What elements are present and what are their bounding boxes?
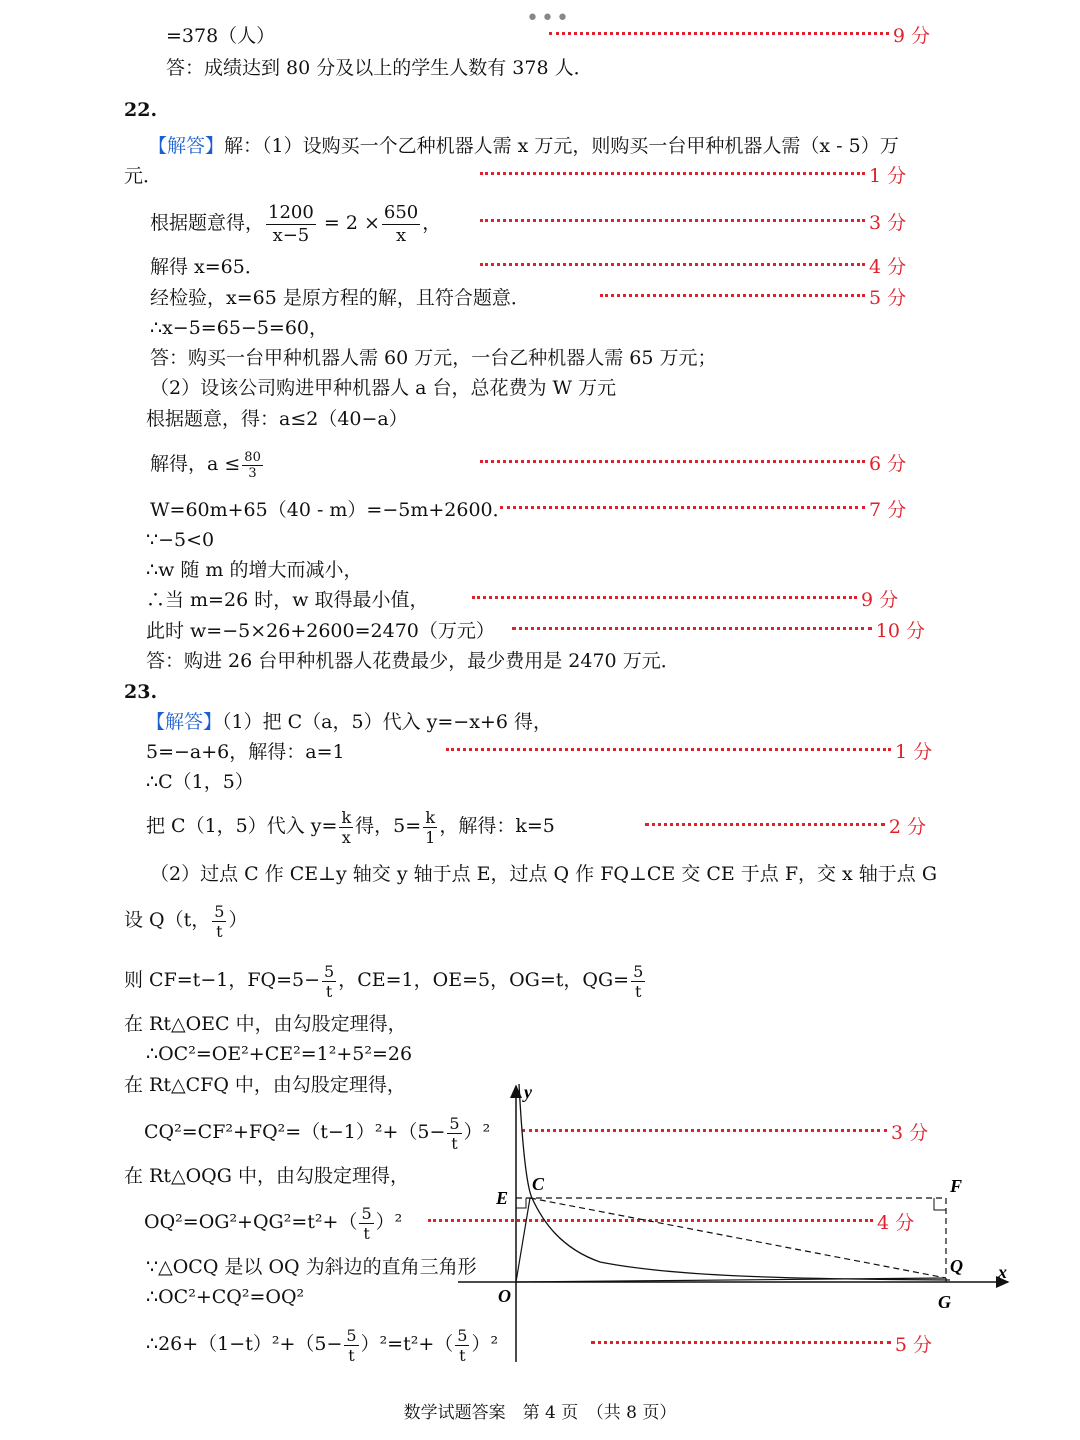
text-line: 此时 w=−5×26+2600=2470（万元） [146, 620, 495, 642]
score-marker: 9 分 [472, 588, 897, 612]
equation-line: CQ²=CF²+FQ²=（t−1）²+（5− $\frac{5}{t}$ ）² [144, 1113, 491, 1153]
text-line: 答：购买一台甲种机器人需 60 万元，一台乙种机器人需 65 万元； [150, 347, 717, 369]
score-marker: 7 分 [500, 498, 905, 522]
fraction: $\frac{5}{t}$ [457, 1325, 468, 1365]
text-line: 解得 x=65． [150, 256, 264, 278]
text-line: 【解答】解：（1）设购买一个乙种机器人需 x 万元，则购买一台甲种机器人需（x - 5）万 [148, 135, 899, 157]
label-e: E [496, 1188, 509, 1208]
text-line: 在 Rt△CFQ 中，由勾股定理得， [124, 1074, 406, 1096]
equation-line: 把 C（1，5）代入 y= $\frac{k}{x}$ 得，5= $\frac{k}{1}$ ，解得：k=5 [146, 807, 555, 847]
line-oc [516, 1198, 530, 1282]
text-line: ∵△OCQ 是以 OQ 为斜边的直角三角形 [146, 1256, 477, 1278]
score-marker: 3 分 [480, 211, 905, 235]
label-c: C [532, 1174, 545, 1194]
text-line: 经检验，x=65 是原方程的解，且符合题意． [150, 287, 530, 309]
label-q: Q [950, 1256, 963, 1276]
fraction: $\frac{5}{t}$ [214, 901, 225, 941]
text-line: ∴OC²=OE²+CE²=1²+5²=26 [146, 1043, 413, 1065]
score-marker: 1 分 [480, 164, 905, 188]
fraction: $\frac{k}{x}$ [341, 807, 352, 847]
text-line: 在 Rt△OQG 中，由勾股定理得， [124, 1165, 409, 1187]
label-g: G [938, 1292, 951, 1312]
score-marker: 6 分 [480, 452, 905, 476]
label-f: F [950, 1176, 963, 1196]
text-line: 答：成绩达到 80 分及以上的学生人数有 378 人． [166, 57, 593, 79]
text-line: ∴C（1，5） [146, 771, 254, 793]
score-marker: 4 分 [480, 255, 905, 279]
score-marker: 4 分 [428, 1211, 913, 1235]
fraction: $\frac{5}{t}$ [346, 1325, 357, 1365]
text-line: 答：购进 26 台甲种机器人花费最少，最少费用是 2470 万元． [146, 650, 680, 672]
more-options-icon[interactable]: ••• [526, 6, 571, 31]
score-marker: 9 分 [540, 24, 930, 48]
text-line: =378（人） [166, 25, 276, 47]
text-line: 元． [124, 165, 163, 187]
solution-tag: 【解答】 [148, 135, 225, 157]
fraction: $\frac{5}{t}$ [324, 961, 335, 1001]
text-line: （2）过点 C 作 CE⊥y 轴交 y 轴于点 E，过点 Q 作 FQ⊥CE 交 CE 于点 F，交 x 轴于点 G [150, 863, 938, 885]
fraction: $\frac{5}{t}$ [633, 961, 644, 1001]
right-angle-mark [516, 1198, 526, 1208]
fraction: $\frac{650}{x}$ [383, 201, 419, 246]
text-line: 5=−a+6，解得：a=1 [146, 741, 345, 763]
text-line: ∴OC²+CQ²=OQ² [146, 1286, 305, 1308]
fraction: $\frac{1200}{x-5}$ [268, 201, 314, 246]
fraction: $\frac{k}{1}$ [425, 807, 436, 847]
fraction: $\frac{80}{3}$ [244, 449, 261, 481]
question-number: 23. [124, 681, 158, 703]
fraction: $\frac{5}{t}$ [449, 1113, 460, 1153]
text-line: 在 Rt△OEC 中，由勾股定理得， [124, 1013, 407, 1035]
text-line: ∴x−5=65−5=60， [150, 317, 329, 339]
score-marker: 1 分 [446, 740, 931, 764]
label-y: y [524, 1082, 532, 1102]
text-line: ∴当 m=26 时，w 取得最小值， [146, 589, 429, 611]
equation-line: 则 CF=t−1，FQ=5− $\frac{5}{t}$ ，CE=1，OE=5，OG=t，QG= $\frac{5}{t}$ [124, 961, 644, 1001]
equation-line: OQ²=OG²+QG²=t²+（ $\frac{5}{t}$ ）² [144, 1203, 403, 1243]
text-line: W=60m+65（40 - m）=−5m+2600． [150, 499, 512, 521]
text-line: 【解答】（1）把 C（a，5）代入 y=−x+6 得， [146, 711, 552, 733]
solution-tag: 【解答】 [146, 711, 223, 733]
text-line: ∴w 随 m 的增大而减小， [146, 559, 363, 581]
fraction: $\frac{5}{t}$ [361, 1203, 372, 1243]
line-cq [530, 1198, 946, 1278]
score-marker: 3 分 [522, 1121, 927, 1145]
text-line: ∵−5<0 [146, 529, 215, 551]
score-marker: 5 分 [590, 1333, 932, 1357]
equation-line: 解得，a ≤ $\frac{80}{3}$ [150, 449, 261, 481]
label-o: O [498, 1286, 511, 1306]
right-angle-mark [934, 1198, 946, 1210]
equation-line: 设 Q（t， $\frac{5}{t}$ ） [124, 901, 248, 941]
equation-line: ∴26+（1−t）²+（5− $\frac{5}{t}$ ）²=t²+（ $\frac{5}{t}$ ）² [146, 1325, 499, 1365]
equation-line: 根据题意得， $\frac{1200}{x-5}$ = 2 × $\frac{650}{x}$ ， [150, 201, 442, 246]
coordinate-figure [450, 1080, 1030, 1370]
score-marker: 5 分 [600, 286, 905, 310]
label-x: x [998, 1262, 1007, 1282]
text-line: （2）设该公司购进甲种机器人 a 台，总花费为 W 万元 [150, 377, 617, 399]
text-line: 根据题意，得：a≤2（40−a） [146, 408, 408, 430]
page-footer: 数学试题答案 第 4 页 （共 8 页） [403, 1403, 677, 1423]
question-number: 22. [124, 99, 158, 121]
score-marker: 2 分 [644, 815, 926, 839]
hyperbola-curve [519, 1084, 950, 1280]
score-marker: 10 分 [510, 619, 925, 643]
